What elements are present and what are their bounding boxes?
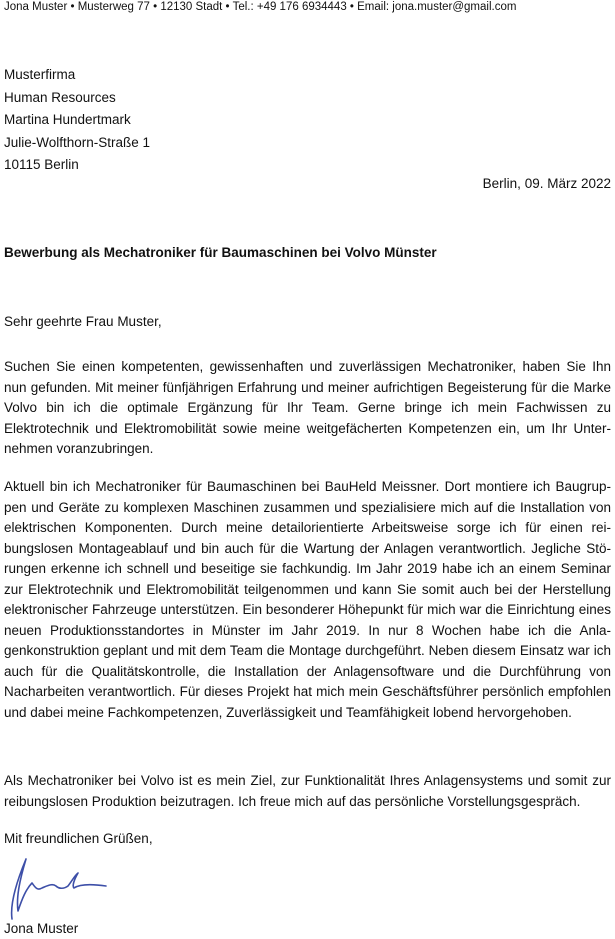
body-paragraph-3: Als Mechatroniker bei Volvo ist es mein Ziel, zur Funktionalität Ihres Anlagensystems und somit zur reibungslosen Produktion beizutragen. Ich freue mich auf das persönliche Vorstellungsgespräch. [4,773,611,809]
recipient-street: Julie-Wolfthorn-Straße 1 [4,134,151,150]
body-paragraph-2: Aktuell bin ich Mechatroniker für Baumaschinen bei BauHeld Meissner. Dort montiere ich Baugruppen und Geräte zu komplexen Maschinen zusammen und spezialisiere mich auf die Installation von elektrischen Komponenten. Durch meine detailorientierte Arbeitsweise sorge ich für einen reibungslosen Montageablauf und bin auch für die Wartung der Anlagen verantwortlich. Jegliche Störungen erkenne ich schnell und beseitige sie fachkundig. Im Jahr 2019 habe ich an einem Seminar zur Elektrotechnik und Elektromobilität teilgenommen und kann Sie somit auch bei der Herstellung elektronischer Fahrzeuge unterstützen. Ein besonderer Höhepunkt für mich war die Einrichtung eines neuen Produktionsstandortes in Münster im Jahr 2019. In nur 8 Wochen habe ich die Anlagenkonstruktion geplant und mit dem Team die Montage durchgeführt. Neben diesem Einsatz war ich auch für die Qualitätskontrolle, die Installation der Anlagensoftware und die Durchführung von Nacharbeiten verantwortlich. Für dieses Projekt hat mich mein Geschäftsführer persönlich empfohlen und dabei meine Fachkompetenzen, Zuverlässigkeit und Teamfähigkeit lobend hervorgehoben. [4,479,611,720]
recipient-address [4,64,150,177]
handwritten-signature [2,853,122,921]
letter-date: Berlin, 09. März 2022 [482,176,611,191]
recipient-department: Human Resources [4,89,116,105]
signature-stroke [12,859,106,919]
recipient-company: Musterfirma [4,67,76,82]
recipient-city: 10115 Berlin [4,157,79,172]
body-paragraph-1: Suchen Sie einen kompetenten, gewissenhaften und zuverlässigen Mechatroniker, haben Sie Ihn nun gefunden. Mit meiner fünfjährigen Erfahrung und meiner aufrichtigen Begeisterung für die Marke Volvo bin ich die optimale Ergänzung für Ihr Team. Gerne bringe ich mein Fachwissen zu Elektrotechnik und Elektromobilität sowie meine weitgefächerten Kompetenzen ein, um Ihr Unternehmen voranzubringen. [4,359,611,456]
signer-name: Jona Muster [4,921,79,936]
salutation: Sehr geehrte Frau Muster, [4,314,162,329]
recipient-person: Martina Hundertmark [4,112,131,127]
sender-contact-line: Jona Muster • Musterweg 77 • 12130 Stadt • Tel.: +49 176 6934443 • Email: jona.muster@gmail.com [4,1,517,13]
closing-phrase: Mit freundlichen Grüßen, [4,831,153,846]
letter-subject: Bewerbung als Mechatroniker für Baumaschinen bei Volvo Münster [4,245,437,260]
